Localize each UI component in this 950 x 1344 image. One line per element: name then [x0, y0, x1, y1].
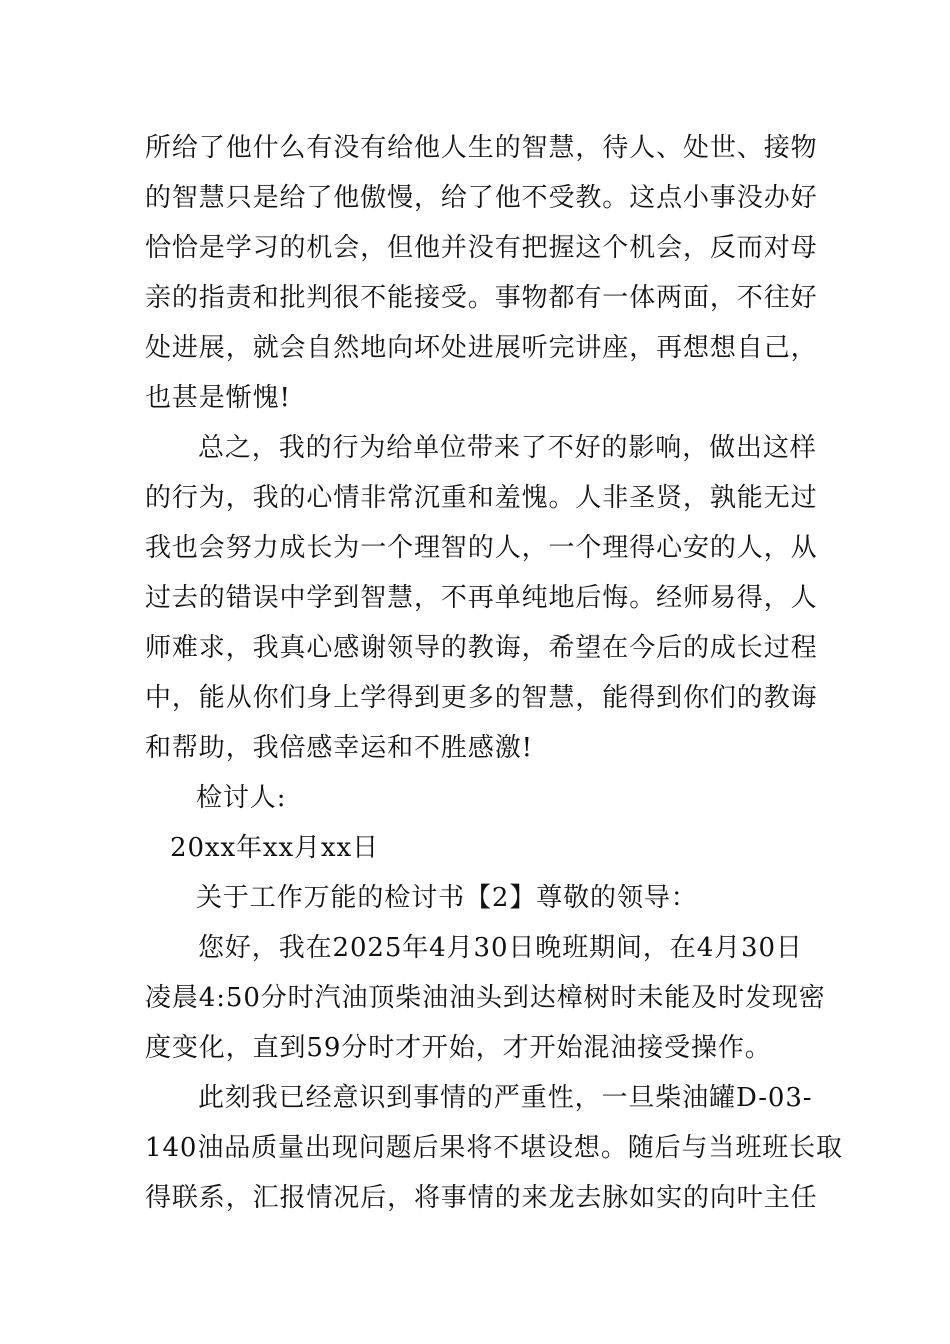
paragraph-start-line: 总之，我的行为给单位带来了不好的影响，做出这样 [198, 433, 817, 463]
text-line: 恰恰是学习的机会，但他并没有把握这个机会，反而对母 [145, 233, 818, 263]
text-line: 和帮助，我倍感幸运和不胜感激! [145, 733, 533, 763]
text-line: 凌晨4:50分时汽油顶柴油油头到达樟树时未能及时发现密 [145, 983, 826, 1013]
text-line: 得联系，汇报情况后，将事情的来龙去脉如实的向叶主任 [145, 1183, 818, 1213]
text-line: 140油品质量出现问题后果将不堪设想。随后与当班班长取 [145, 1133, 843, 1163]
signature-label: 检讨人: [196, 783, 287, 813]
text-line: 所给了他什么有没有给他人生的智慧，待人、处世、接物 [145, 133, 818, 163]
text-line: 也甚是惭愧! [145, 383, 291, 413]
paragraph-start-line: 您好，我在2025年4月30日晚班期间，在4月30日 [198, 933, 803, 963]
section-heading: 关于工作万能的检讨书【2】尊敬的领导： [196, 883, 698, 913]
paragraph-start-line: 此刻我已经意识到事情的严重性，一旦柴油罐D-03- [198, 1083, 813, 1113]
text-line: 度变化，直到59分时才开始，才开始混油接受操作。 [145, 1033, 772, 1063]
text-line: 中，能从你们身上学得到更多的智慧，能得到你们的教诲 [145, 683, 818, 713]
signature-date: 20xx年xx月xx日 [170, 833, 379, 863]
text-line: 处进展，就会自然地向坏处进展听完讲座，再想想自己， [145, 333, 818, 363]
text-line: 师难求，我真心感谢领导的教诲，希望在今后的成长过程 [145, 633, 818, 663]
text-line: 亲的指责和批判很不能接受。事物都有一体两面，不往好 [145, 283, 818, 313]
text-line: 的行为，我的心情非常沉重和羞愧。人非圣贤，孰能无过 [145, 483, 818, 513]
text-line: 的智慧只是给了他傲慢，给了他不受教。这点小事没办好 [145, 183, 818, 213]
text-line: 过去的错误中学到智慧，不再单纯地后悔。经师易得，人 [145, 583, 818, 613]
text-line: 我也会努力成长为一个理智的人，一个理得心安的人，从 [145, 533, 818, 563]
